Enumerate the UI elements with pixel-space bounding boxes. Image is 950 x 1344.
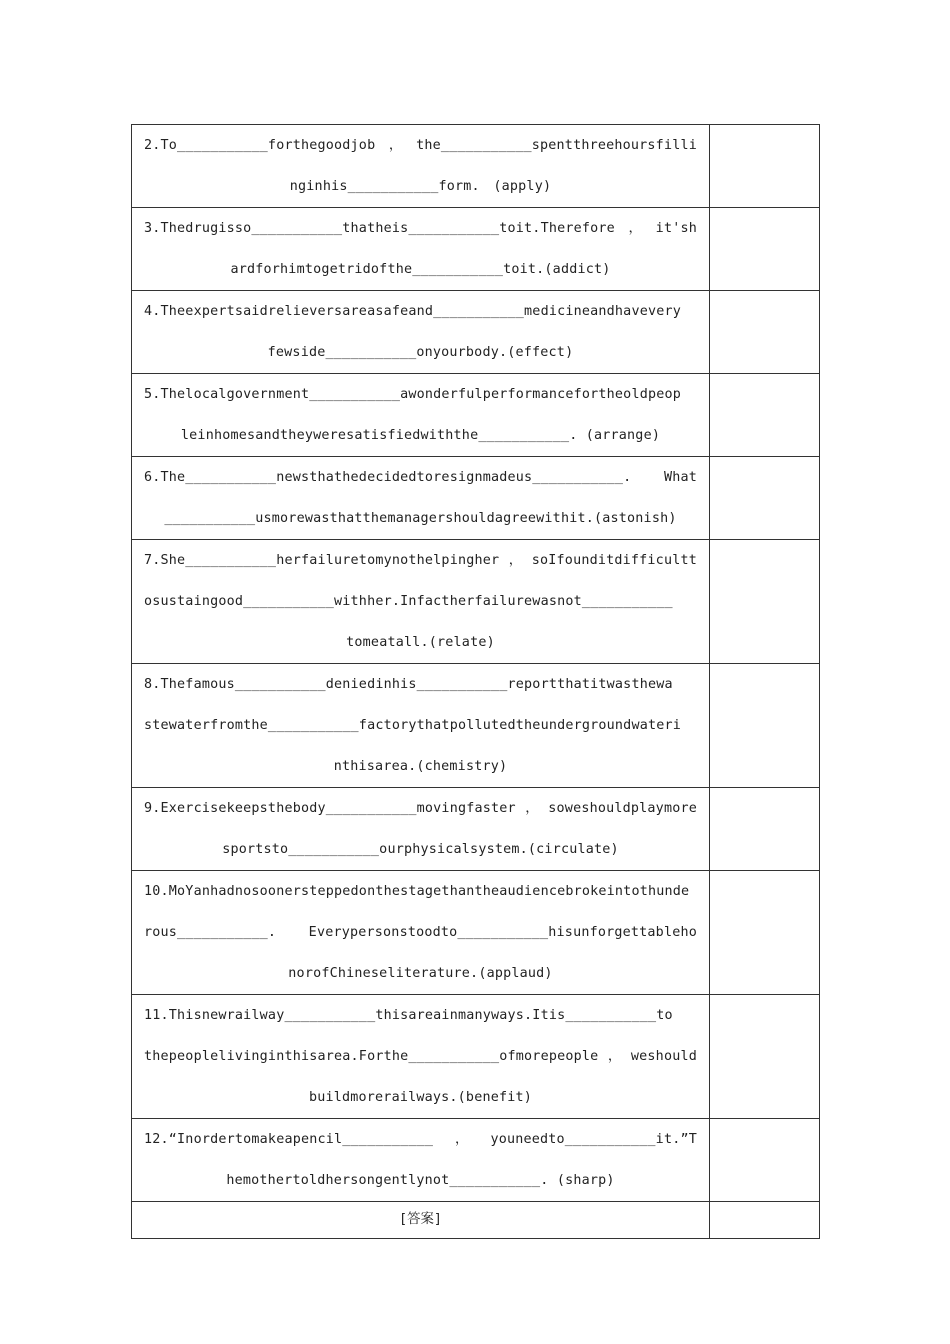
question-text [132,125,709,207]
question-line: rous___________. Everypersonstoodto___________hisunforgettableho [144,925,697,940]
question-line: 11.Thisnewrailway___________thisareainmanyways.Itis___________to [144,1008,673,1023]
question-text [132,1119,709,1201]
question-text [132,374,709,456]
answer-blank-cell [710,664,820,788]
answer-blank-cell [710,374,820,457]
question-cell [132,871,710,995]
answer-blank-cell [710,540,820,664]
question-text [132,995,709,1118]
question-row [132,208,820,291]
question-cell [132,208,710,291]
answer-blank-cell [710,1119,820,1202]
question-cell [132,457,710,540]
question-line: 10.MoYanhadnosoonersteppedonthestagethantheaudiencebrokeintothunde [144,884,690,899]
question-row [132,871,820,995]
answer-blank-cell [710,788,820,871]
question-line: buildmorerailways.(benefit) [308,1090,533,1105]
question-text [132,871,709,994]
question-line: 3.Thedrugisso___________thatheis___________toit.Therefore，it'sh [144,221,697,236]
question-cell [132,125,710,208]
question-line: thepeoplelivinginthisarea.Forthe___________ofmorepeople，weshould [144,1049,697,1064]
question-cell [132,1119,710,1202]
question-text [132,664,709,787]
question-line: 8.Thefamous___________deniedinhis___________reportthatitwasthewa [144,677,673,692]
answer-blank-cell [710,457,820,540]
question-line: tomeatall.(relate) [346,635,495,650]
question-row [132,125,820,208]
question-text [132,457,709,539]
question-line: nginhis___________form. (apply) [289,179,552,194]
question-line: 9.Exercisekeepsthebody___________movingfaster，soweshouldplaymore [144,801,697,816]
question-line: 12.“Inordertomakeapencil___________，youneedto___________it.”T [144,1132,697,1147]
question-text [132,208,709,290]
question-row [132,374,820,457]
answer-label: [答案] [399,1212,442,1227]
question-line: ___________usmorewasthatthemanagershouldagreewithit.(astonish) [164,511,677,526]
question-row [132,457,820,540]
question-line: fewside___________onyourbody.(effect) [267,345,574,360]
question-cell [132,664,710,788]
answer-row [132,1202,820,1239]
exercise-table [131,124,820,1239]
question-line: sportsto___________ourphysicalsystem.(circulate) [222,842,619,857]
question-line: 7.She___________herfailuretomynothelpingher，soIfounditdifficultt [144,553,697,568]
answer-blank-cell [710,125,820,208]
question-cell [132,995,710,1119]
question-text [132,788,709,870]
question-row [132,788,820,871]
question-line: nthisarea.(chemistry) [333,759,508,774]
question-line: norofChineseliterature.(applaud) [288,966,553,981]
question-line: 5.Thelocalgovernment___________awonderfulperformancefortheoldpeop [144,387,682,402]
question-line: 4.Theexpertsaidrelieversareasafeand___________medicineandhavevery [144,304,682,319]
question-cell [132,540,710,664]
question-line: leinhomesandtheyweresatisfiedwiththe___________. (arrange) [180,428,661,443]
answer-blank-cell [710,995,820,1119]
question-text [132,291,709,373]
question-line: ardforhimtogetridofthe___________toit.(addict) [230,262,611,277]
question-line: 2.To___________forthegoodjob，the___________spentthreehoursfilli [144,138,697,153]
question-text [132,540,709,663]
question-row [132,540,820,664]
answer-blank-cell [710,871,820,995]
question-cell [132,291,710,374]
answer-blank-cell [710,1202,820,1239]
question-line: hemothertoldhersongentlynot___________. (sharp) [226,1173,615,1188]
question-row [132,664,820,788]
question-row [132,291,820,374]
question-line: 6.The___________newsthathedecidedtoresignmadeus___________. What [144,470,697,485]
answer-blank-cell [710,208,820,291]
answer-label-cell [132,1202,710,1239]
question-line: stewaterfromthe___________factorythatpollutedtheundergroundwateri [144,718,682,733]
question-cell [132,374,710,457]
question-row [132,995,820,1119]
question-cell [132,788,710,871]
question-row [132,1119,820,1202]
question-line: osustaingood___________withher.Infactherfailurewasnot___________ [144,594,673,609]
answer-blank-cell [710,291,820,374]
